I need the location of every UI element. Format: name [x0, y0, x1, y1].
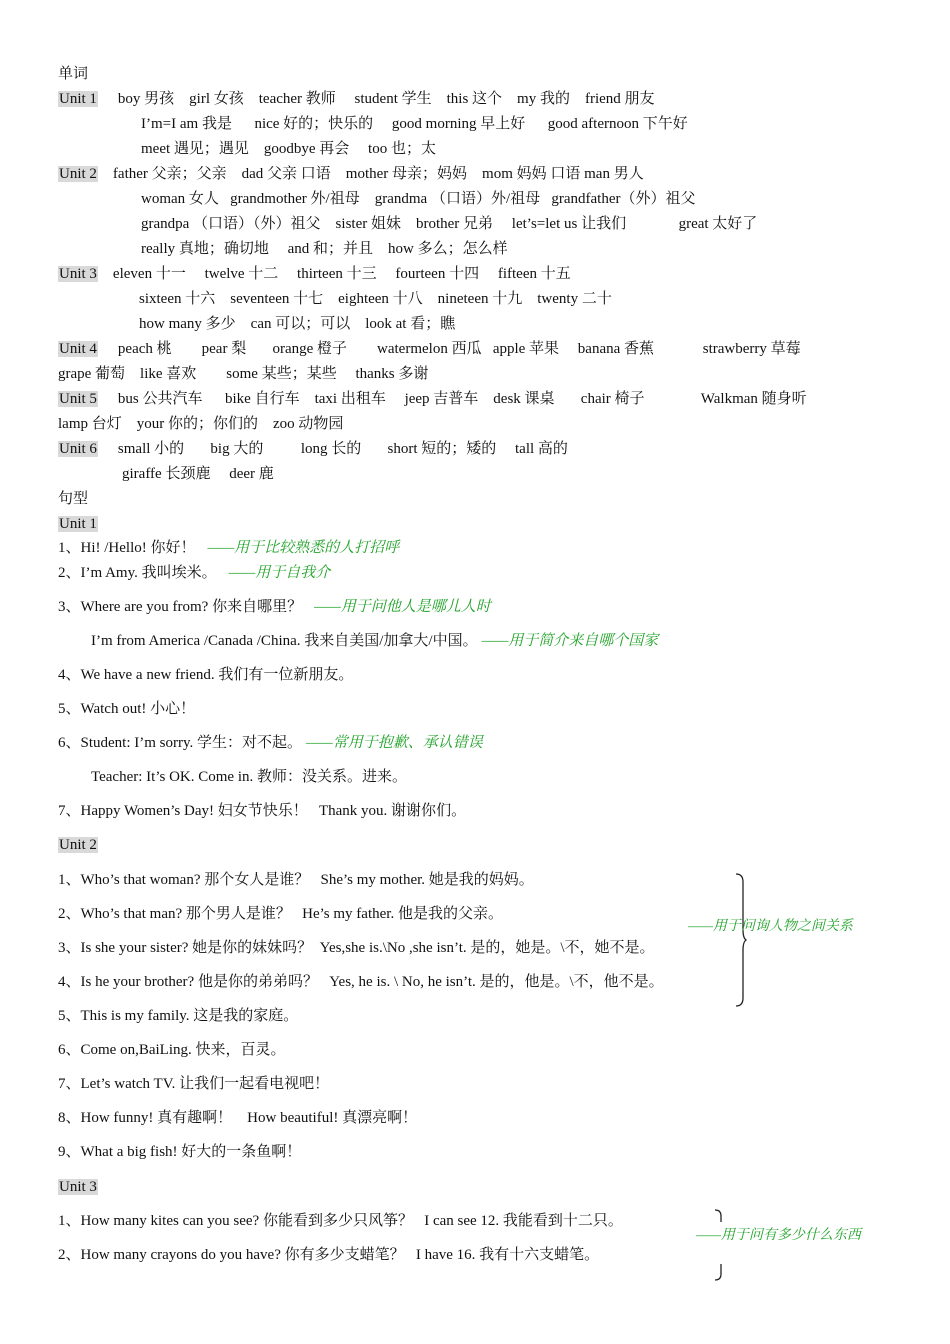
vocab-unit2-line2: woman 女人 grandmother 外/祖母 grandma （口语）外/祖母 grandfather（外）祖父 — [141, 191, 696, 207]
unit-label: Unit 4 — [59, 341, 97, 357]
vocab-heading: 单词 — [58, 66, 89, 82]
usage-note: ——常用于抱歉、承认错误 — [306, 735, 483, 751]
sentences-unit1-label — [58, 514, 98, 534]
sentence-u1-3b — [91, 631, 658, 651]
sentence-u1-6b: Teacher: It’s OK. Come in. 教师：没关系。进来。 — [91, 769, 407, 785]
vocab-unit1-line2: I’m=I am 我是 nice 好的；快乐的 good morning 早上好 good afternoon 下午好 — [141, 116, 688, 132]
sentence-u1-1 — [58, 538, 399, 558]
vocab-unit4-line2: grape 葡萄 like 喜欢 some 某些；某些 thanks 多谢 — [58, 366, 429, 382]
vocab-unit2-line1 — [58, 164, 644, 184]
unit-label: Unit 6 — [59, 441, 97, 457]
right-brace-icon — [712, 1208, 728, 1284]
vocab-text: eleven 十一 twelve 十二 thirteen 十三 fourteen 十四 fifteen 十五 — [112, 266, 571, 282]
unit-label: Unit 1 — [59, 516, 97, 532]
unit-label: Unit 1 — [59, 91, 97, 107]
sentences-unit3-label — [58, 1177, 98, 1197]
sentence-u1-5: 5、Watch out! 小心！ — [58, 701, 196, 717]
vocab-text: father 父亲；父亲 dad 父亲 口语 mother 母亲；妈妈 mom 妈妈 口语 man 男人 — [112, 166, 644, 182]
vocab-unit5-line2: lamp 台灯 your 你的；你们的 zoo 动物园 — [58, 416, 344, 432]
vocab-unit2-line4: really 真地；确切地 and 和；并且 how 多么；怎么样 — [141, 241, 508, 257]
sentence-text: 2、I’m Amy. 我叫埃米。 — [58, 565, 217, 581]
sentence-u1-3 — [58, 597, 491, 617]
sentence-u2-7: 7、Let’s watch TV. 让我们一起看电视吧！ — [58, 1076, 330, 1092]
unit-label: Unit 2 — [59, 837, 97, 853]
sentence-u2-5: 5、This is my family. 这是我的家庭。 — [58, 1008, 299, 1024]
vocab-unit3-line1 — [58, 264, 571, 284]
vocab-text: peach 桃 pear 梨 orange 橙子 watermelon 西瓜 apple 苹果 banana 香蕉 strawberry 草莓 — [117, 341, 801, 357]
unit-label: Unit 3 — [59, 266, 97, 282]
sentence-u3-2: 2、How many crayons do you have? 你有多少支蜡笔？ I have 16. 我有十六支蜡笔。 — [58, 1247, 600, 1263]
vocab-unit4-line1 — [58, 339, 801, 359]
vocab-text: boy 男孩 girl 女孩 teacher 教师 student 学生 this 这个 my 我的 friend 朋友 — [117, 91, 655, 107]
side-usage-note: ——用于问有多少什么东西 — [696, 1228, 861, 1243]
sentence-text: 3、Where are you from? 你来自哪里？ — [58, 599, 303, 615]
sentences-unit2-label — [58, 835, 98, 855]
sentences-heading: 句型 — [58, 491, 89, 507]
vocab-unit6-line2: giraffe 长颈鹿 deer 鹿 — [122, 466, 274, 482]
sentence-u2-6: 6、Come on,BaiLing. 快来，百灵。 — [58, 1042, 286, 1058]
usage-note: ——用于简介来自哪个国家 — [481, 633, 659, 649]
sentence-u2-4: 4、Is he your brother? 他是你的弟弟吗？ Yes, he is. \ No, he isn’t. 是的，他是。\不，他不是。 — [58, 974, 664, 990]
right-brace-icon — [734, 872, 750, 1008]
vocab-unit2-line3: grandpa （口语）（外）祖父 sister 姐妹 brother 兄弟 let’s=let us 让我们 great 太好了 — [141, 216, 758, 232]
vocab-unit3-line2: sixteen 十六 seventeen 十七 eighteen 十八 nineteen 十九 twenty 二十 — [139, 291, 612, 307]
vocab-unit5-line1 — [58, 389, 807, 409]
usage-note: ——用于问他人是哪儿人时 — [314, 599, 491, 615]
vocab-text: small 小的 big 大的 long 长的 short 短的；矮的 tall 高的 — [117, 441, 568, 457]
sentence-u1-4: 4、We have a new friend. 我们有一位新朋友。 — [58, 667, 354, 683]
sentence-text: 1、Hi! /Hello! 你好！ — [58, 540, 196, 556]
sentence-u1-6 — [58, 733, 483, 753]
side-usage-note: ——用于问询人物之间关系 — [688, 919, 853, 934]
vocab-unit3-line3: how many 多少 can 可以；可以 look at 看；瞧 — [139, 316, 456, 332]
sentence-u2-3: 3、Is she your sister? 她是你的妹妹吗？ Yes,she is.\No ,she isn’t. 是的，她是。\不，她不是。 — [58, 940, 655, 956]
sentence-u2-9: 9、What a big fish! 好大的一条鱼啊！ — [58, 1144, 302, 1160]
sentence-u1-2 — [58, 563, 330, 583]
sentence-u2-1: 1、Who’s that woman? 那个女人是谁？ She’s my mother. 她是我的妈妈。 — [58, 872, 534, 888]
sentence-u2-8: 8、How funny! 真有趣啊！ How beautiful! 真漂亮啊！ — [58, 1110, 418, 1126]
unit-label: Unit 3 — [59, 1179, 97, 1195]
sentence-u1-7: 7、Happy Women’s Day! 妇女节快乐！ Thank you. 谢谢你们。 — [58, 803, 467, 819]
usage-note: ——用于比较熟悉的人打招呼 — [207, 540, 400, 556]
sentence-text: 6、Student: I’m sorry. 学生：对不起。 — [58, 735, 303, 751]
usage-note: ——用于自我介 — [228, 565, 331, 581]
vocab-unit6-line1 — [58, 439, 568, 459]
sentence-text: I’m from America /Canada /China. 我来自美国/加拿大/中国。 — [91, 633, 478, 649]
unit-label: Unit 5 — [59, 391, 97, 407]
sentence-u3-1: 1、How many kites can you see? 你能看到多少只风筝？ I can see 12. 我能看到十二只。 — [58, 1213, 623, 1229]
vocab-unit1-line3: meet 遇见；遇见 goodbye 再会 too 也；太 — [141, 141, 436, 157]
sentence-u2-2: 2、Who’s that man? 那个男人是谁？ He’s my father. 他是我的父亲。 — [58, 906, 503, 922]
unit-label: Unit 2 — [59, 166, 97, 182]
vocab-unit1-line1 — [58, 89, 655, 109]
vocab-text: bus 公共汽车 bike 自行车 taxi 出租车 jeep 吉普车 desk 课桌 chair 椅子 Walkman 随身听 — [117, 391, 807, 407]
